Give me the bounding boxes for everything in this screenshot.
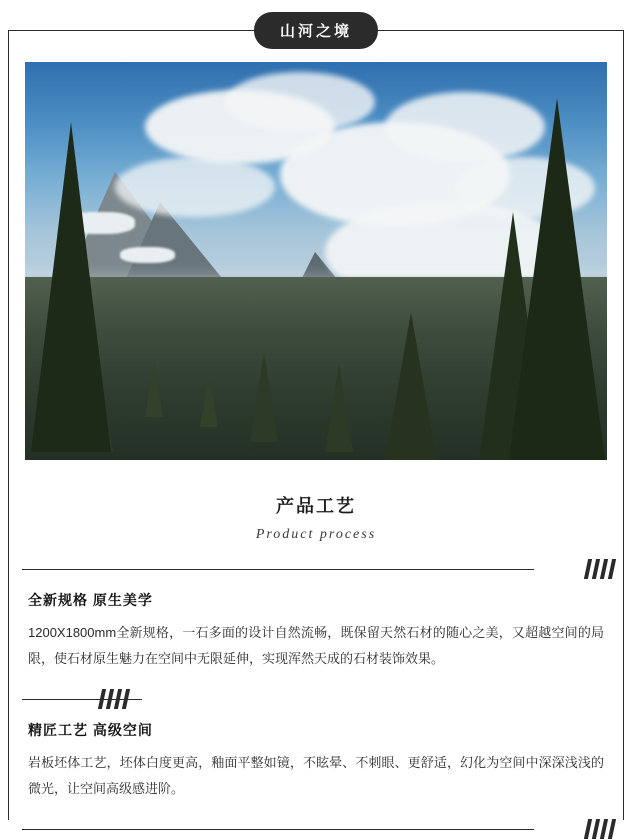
page-title-badge: 山河之境	[254, 12, 378, 49]
tree-shape-foreground-right	[509, 98, 605, 460]
block-heading: 全新规格 原生美学	[28, 592, 153, 608]
divider-bars	[586, 819, 614, 839]
hero-image	[25, 62, 607, 460]
content-area	[0, 558, 632, 840]
divider-bars	[586, 559, 614, 579]
divider-1	[0, 558, 632, 580]
tree-shape	[145, 362, 163, 417]
section-heading	[0, 492, 632, 543]
tree-shape	[385, 312, 437, 460]
snow-patch	[120, 247, 175, 263]
divider-3	[0, 818, 632, 840]
divider-2	[0, 688, 632, 710]
tree-shape-foreground-left	[31, 122, 111, 452]
block-heading: 精匠工艺 高级空间	[28, 722, 153, 738]
divider-line	[22, 829, 534, 830]
frame-line-top-right	[356, 30, 624, 31]
cloud-shape	[115, 157, 275, 217]
block-body: 岩板坯体工艺，坯体白度更高，釉面平整如镜，不眩晕、不刺眼、更舒适，幻化为空间中深深浅浅的微光，让空间高级感进阶。	[28, 755, 604, 796]
section-title-cn: 产品工艺	[276, 496, 356, 516]
tree-shape	[325, 362, 353, 452]
frame-line-top-left	[8, 30, 276, 31]
content-block-2	[0, 720, 632, 802]
divider-bars	[100, 689, 128, 709]
block-body: 1200X1800mm全新规格，一石多面的设计自然流畅，既保留天然石材的随心之美，又超越空间的局限，使石材原生魅力在空间中无限延伸，实现浑然天成的石材装饰效果。	[28, 625, 604, 666]
divider-line	[22, 569, 534, 570]
tree-shape	[200, 372, 218, 427]
section-title-en: Product process	[255, 527, 377, 542]
cloud-shape	[225, 72, 375, 132]
content-block-1	[0, 590, 632, 672]
tree-shape	[250, 352, 278, 442]
